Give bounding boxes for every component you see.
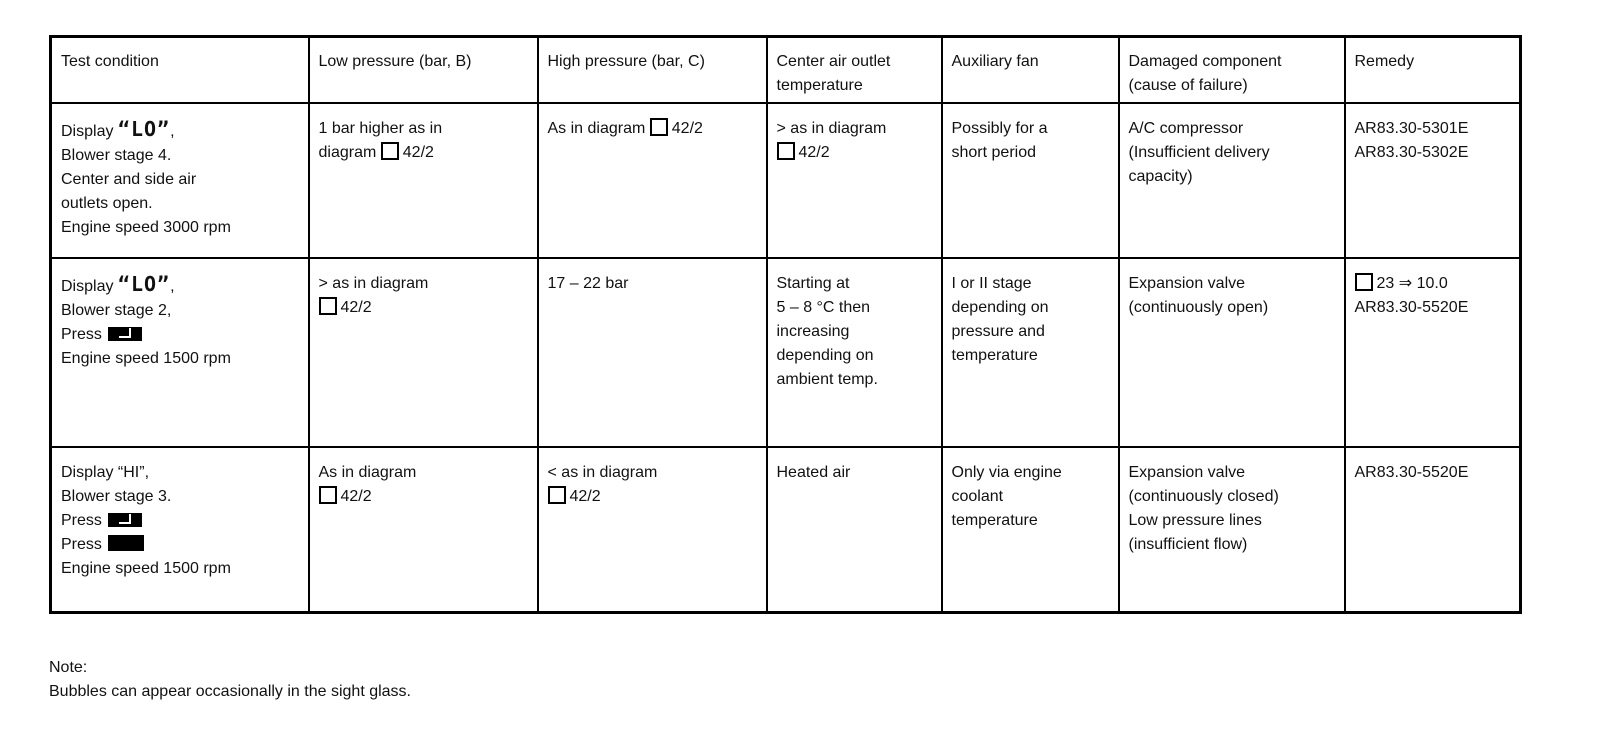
reference-box-icon (381, 142, 399, 160)
cell-line: (Insufficient delivery (1128, 144, 1270, 161)
cell-line: AR83.30-5520E (1354, 299, 1469, 316)
cell-low-pressure (309, 258, 538, 447)
cell-high-pressure (538, 258, 767, 447)
display-suffix: , (170, 123, 175, 140)
cell-line (548, 485, 757, 509)
cell-line: > as in diagram (776, 120, 887, 137)
cell-test-condition (51, 447, 309, 612)
header-center-air-outlet-temperature (767, 37, 942, 104)
table-row (51, 103, 1521, 258)
header-damaged-line-1: Damaged component (1128, 53, 1282, 70)
condition-line (61, 533, 299, 557)
cell-damaged-component (1119, 103, 1345, 258)
cell-center-temp (767, 258, 942, 447)
press-label: Press (61, 512, 102, 529)
cell-line: Only via engine (951, 464, 1062, 481)
header-low-pressure: Low pressure (bar, B) (309, 37, 538, 104)
press-label: Press (61, 536, 102, 553)
reference-box-icon (548, 486, 566, 504)
cell-line (1355, 272, 1511, 296)
control-key-icon (108, 327, 142, 341)
display-readout: “LO” (117, 272, 171, 296)
cell-line: Expansion valve (1128, 464, 1246, 481)
cell-remedy (1345, 258, 1521, 447)
cell-line (319, 485, 528, 509)
cell-line: (insufficient flow) (1128, 536, 1248, 553)
display-line (61, 461, 299, 485)
diagnosis-table (49, 35, 1522, 614)
header-auxiliary-fan: Auxiliary fan (942, 37, 1119, 104)
cell-line: depending on (951, 299, 1049, 316)
cell-high-pressure (538, 103, 767, 258)
header-center-temp-line-1: Center air outlet (776, 53, 891, 70)
reference-number: 42/2 (340, 488, 372, 505)
cell-remedy (1345, 103, 1521, 258)
cell-line: ambient temp. (776, 371, 878, 388)
table-header-row (51, 37, 1521, 104)
cell-line: A/C compressor (1128, 120, 1244, 137)
cell-line: (continuously closed) (1128, 488, 1279, 505)
cell-line: increasing (776, 323, 850, 340)
cell-line: I or II stage (951, 275, 1032, 292)
cell-test-condition (51, 103, 309, 258)
cell-line (319, 141, 528, 165)
cell-center-temp (767, 103, 942, 258)
display-prefix: Display (61, 123, 118, 140)
control-key-icon (108, 513, 142, 527)
cell-text: As in diagram (547, 120, 646, 137)
header-high-pressure: High pressure (bar, C) (538, 37, 767, 104)
cell-line: AR83.30-5301E (1354, 120, 1469, 137)
cell-line (319, 296, 528, 320)
cell-line: Expansion valve (1128, 275, 1246, 292)
reference-box-icon (777, 142, 795, 160)
cell-auxiliary-fan (942, 447, 1119, 612)
display-prefix: Display (61, 464, 118, 481)
reference-number: 42/2 (569, 488, 601, 505)
header-remedy: Remedy (1345, 37, 1521, 104)
display-suffix: , (144, 464, 150, 481)
reference-number: 42/2 (402, 144, 434, 161)
reference-box-icon (319, 297, 337, 315)
blank-key-icon (108, 535, 144, 551)
table-row (51, 447, 1521, 612)
display-line (61, 272, 299, 299)
condition-line: Center and side air (61, 171, 197, 188)
note-text: Bubbles can appear occasionally in the sight glass. (49, 683, 411, 700)
note-block (49, 656, 411, 704)
cell-high-pressure (538, 447, 767, 612)
cell-line: Starting at (776, 275, 850, 292)
condition-line: outlets open. (61, 195, 153, 212)
cell-line: > as in diagram (318, 275, 429, 292)
condition-line (61, 323, 299, 347)
cell-text: diagram (318, 144, 377, 161)
cell-auxiliary-fan (942, 258, 1119, 447)
cell-damaged-component (1119, 258, 1345, 447)
header-center-temp-line-2: temperature (776, 77, 863, 94)
cell-test-condition (51, 258, 309, 447)
reference-number: 23 ⇒ 10.0 (1376, 275, 1448, 292)
reference-box-icon (1355, 273, 1373, 291)
condition-line: Blower stage 2, (61, 302, 172, 319)
cell-line: < as in diagram (547, 464, 658, 481)
cell-line: AR83.30-5302E (1354, 144, 1469, 161)
cell-line: 17 – 22 bar (547, 275, 629, 292)
condition-line (61, 509, 299, 533)
cell-line (548, 117, 757, 141)
cell-line: temperature (951, 347, 1038, 364)
header-test-condition: Test condition (51, 37, 309, 104)
cell-line: AR83.30-5520E (1354, 464, 1469, 481)
display-suffix: , (170, 278, 175, 295)
condition-line: Engine speed 1500 rpm (61, 560, 231, 577)
cell-remedy (1345, 447, 1521, 612)
reference-box-icon (650, 118, 668, 136)
cell-line: Heated air (776, 464, 851, 481)
cell-line (777, 141, 932, 165)
cell-auxiliary-fan (942, 103, 1119, 258)
display-readout: “LO” (117, 117, 171, 141)
display-line (61, 117, 299, 144)
reference-number: 42/2 (798, 144, 830, 161)
reference-box-icon (319, 486, 337, 504)
cell-low-pressure (309, 447, 538, 612)
cell-line: Low pressure lines (1128, 512, 1262, 529)
display-prefix: Display (61, 278, 118, 295)
press-label: Press (61, 326, 102, 343)
cell-line: 5 – 8 °C then (776, 299, 871, 316)
header-damaged-component (1119, 37, 1345, 104)
table-row (51, 258, 1521, 447)
reference-number: 42/2 (671, 120, 703, 137)
cell-line: Possibly for a (951, 120, 1048, 137)
header-damaged-line-2: (cause of failure) (1128, 77, 1248, 94)
display-readout: “HI” (117, 464, 145, 481)
cell-line: depending on (776, 347, 874, 364)
cell-line: temperature (951, 512, 1038, 529)
cell-line: As in diagram (318, 464, 417, 481)
condition-line: Blower stage 4. (61, 147, 172, 164)
cell-low-pressure (309, 103, 538, 258)
reference-number: 42/2 (340, 299, 372, 316)
condition-line: Blower stage 3. (61, 488, 172, 505)
cell-line: coolant (951, 488, 1004, 505)
cell-line: 1 bar higher as in (318, 120, 443, 137)
condition-line: Engine speed 1500 rpm (61, 350, 231, 367)
cell-line: short period (951, 144, 1036, 161)
note-title: Note: (49, 659, 88, 676)
cell-damaged-component (1119, 447, 1345, 612)
cell-line: (continuously open) (1128, 299, 1269, 316)
cell-line: pressure and (951, 323, 1045, 340)
condition-line: Engine speed 3000 rpm (61, 219, 231, 236)
cell-center-temp (767, 447, 942, 612)
cell-line: capacity) (1128, 168, 1193, 185)
